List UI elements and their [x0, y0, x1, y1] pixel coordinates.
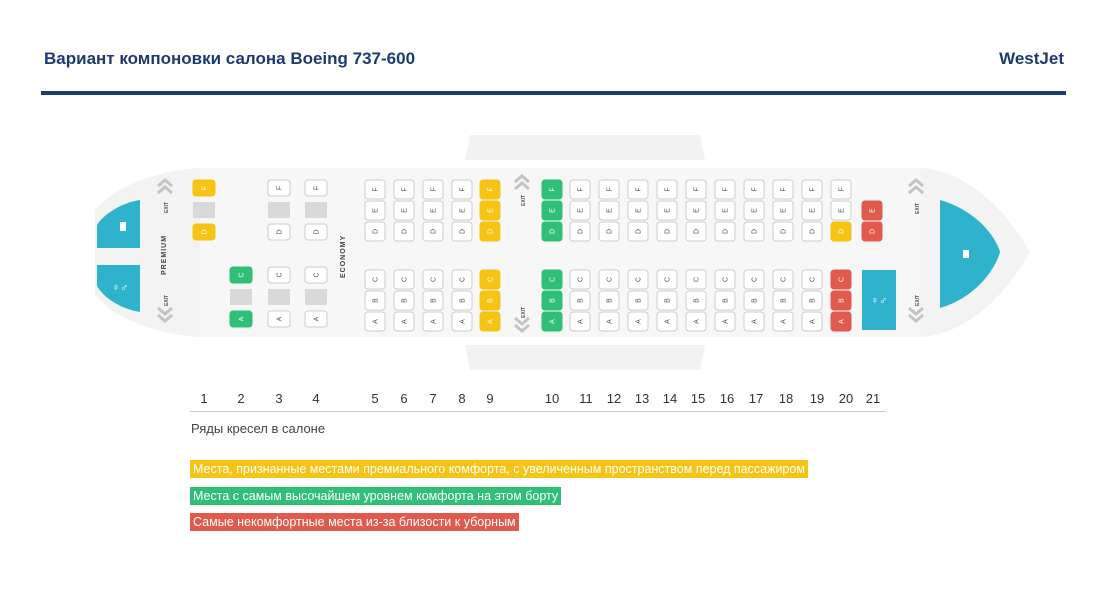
svg-text:D: D	[487, 228, 495, 235]
row-number: 12	[606, 391, 622, 406]
seat-19D	[802, 222, 822, 241]
exit-label: EXIT	[521, 194, 527, 206]
svg-text:D: D	[606, 228, 614, 235]
seat-17C	[744, 270, 764, 289]
svg-text:C: C	[238, 272, 246, 278]
svg-text:E: E	[401, 208, 409, 213]
svg-text:E: E	[780, 208, 788, 213]
row-number: 16	[719, 391, 735, 406]
svg-text:F: F	[606, 187, 614, 192]
row-number: 10	[544, 391, 560, 406]
svg-text:C: C	[809, 276, 817, 283]
seat-10B	[542, 291, 562, 310]
seat-13B	[628, 291, 648, 310]
seat-5C	[365, 270, 385, 289]
seat-10A	[542, 312, 562, 331]
seat-cushion	[230, 289, 252, 305]
seat-5D	[365, 222, 385, 241]
seat-17B	[744, 291, 764, 310]
seat-1D	[193, 224, 215, 240]
seat-10F	[542, 180, 562, 199]
row-number: 9	[486, 391, 494, 406]
exit-label: EXIT	[521, 306, 527, 318]
svg-text:B: B	[577, 298, 585, 303]
lavatory-icon: ♀♂	[111, 282, 129, 294]
svg-text:D: D	[459, 228, 467, 235]
seat-13D	[628, 222, 648, 241]
svg-text:F: F	[693, 187, 701, 192]
svg-text:E: E	[722, 208, 730, 213]
seat-cushion	[305, 289, 327, 305]
svg-text:A: A	[459, 319, 467, 324]
seat-9D	[480, 222, 500, 241]
wing-top	[465, 135, 705, 160]
svg-text:A: A	[809, 319, 817, 324]
seat-16F	[715, 180, 735, 199]
row-number: 18	[778, 391, 794, 406]
svg-text:C: C	[606, 276, 614, 283]
seat-8B	[452, 291, 472, 310]
svg-text:F: F	[430, 187, 438, 192]
seat-11B	[570, 291, 590, 310]
premium-class-label: PREMIUM	[161, 234, 168, 275]
seat-17A	[744, 312, 764, 331]
svg-text:F: F	[459, 187, 467, 192]
svg-text:B: B	[693, 298, 701, 303]
seat-cushion	[268, 289, 290, 305]
seat-18D	[773, 222, 793, 241]
seat-6C	[394, 270, 414, 289]
row-number: 7	[429, 391, 437, 406]
svg-text:D: D	[635, 228, 643, 235]
svg-text:F: F	[313, 185, 321, 191]
seat-9B	[480, 291, 500, 310]
svg-text:B: B	[809, 298, 817, 303]
galley-rear-icon	[963, 250, 969, 258]
row-number: 2	[237, 391, 245, 406]
seat-16B	[715, 291, 735, 310]
svg-text:F: F	[549, 187, 557, 192]
svg-text:D: D	[313, 229, 321, 235]
economy-class-label: ECONOMY	[340, 234, 347, 278]
seat-15B	[686, 291, 706, 310]
svg-text:A: A	[487, 319, 495, 324]
seat-6A	[394, 312, 414, 331]
svg-text:C: C	[635, 276, 643, 283]
svg-text:F: F	[577, 187, 585, 192]
seat-4F	[305, 180, 327, 196]
seat-17F	[744, 180, 764, 199]
svg-text:D: D	[693, 228, 701, 235]
galley-icon	[120, 222, 126, 231]
seat-16C	[715, 270, 735, 289]
svg-text:A: A	[780, 319, 788, 324]
svg-text:B: B	[635, 298, 643, 303]
svg-text:D: D	[869, 228, 877, 235]
svg-text:E: E	[664, 208, 672, 213]
seat-16D	[715, 222, 735, 241]
svg-text:A: A	[751, 319, 759, 324]
svg-text:F: F	[809, 187, 817, 192]
seat-12A	[599, 312, 619, 331]
seat-7F	[423, 180, 443, 199]
seat-11C	[570, 270, 590, 289]
svg-text:C: C	[372, 276, 380, 283]
seat-6D	[394, 222, 414, 241]
seat-15F	[686, 180, 706, 199]
svg-text:C: C	[693, 276, 701, 283]
svg-text:A: A	[238, 316, 246, 322]
svg-text:F: F	[276, 185, 284, 191]
seat-cushion	[305, 202, 327, 218]
seat-3A	[268, 311, 290, 327]
svg-text:D: D	[372, 228, 380, 235]
seat-10D	[542, 222, 562, 241]
svg-text:B: B	[664, 298, 672, 303]
row-number: 13	[634, 391, 650, 406]
svg-text:B: B	[838, 298, 846, 303]
seat-17D	[744, 222, 764, 241]
seat-16E	[715, 201, 735, 220]
svg-text:D: D	[751, 228, 759, 235]
svg-text:F: F	[751, 187, 759, 192]
svg-text:C: C	[577, 276, 585, 283]
seat-5B	[365, 291, 385, 310]
svg-text:A: A	[606, 319, 614, 324]
seat-15E	[686, 201, 706, 220]
seat-19E	[802, 201, 822, 220]
fuselage-outline	[95, 135, 1030, 370]
seat-12B	[599, 291, 619, 310]
seat-3C	[268, 267, 290, 283]
svg-text:A: A	[549, 319, 557, 324]
svg-text:D: D	[276, 229, 284, 235]
seat-8A	[452, 312, 472, 331]
seat-18B	[773, 291, 793, 310]
seat-14B	[657, 291, 677, 310]
svg-text:F: F	[780, 187, 788, 192]
row-number: 17	[748, 391, 764, 406]
seat-9C	[480, 270, 500, 289]
seat-11D	[570, 222, 590, 241]
seat-20E	[831, 201, 851, 220]
svg-text:B: B	[549, 298, 557, 303]
seat-18F	[773, 180, 793, 199]
svg-text:A: A	[313, 316, 321, 322]
svg-text:B: B	[751, 298, 759, 303]
svg-text:F: F	[372, 187, 380, 192]
svg-text:D: D	[577, 228, 585, 235]
seat-2C	[230, 267, 252, 283]
seat-15D	[686, 222, 706, 241]
seat-20A	[831, 312, 851, 331]
svg-text:F: F	[722, 187, 730, 192]
seat-9E	[480, 201, 500, 220]
wing-bottom	[465, 345, 705, 370]
svg-text:E: E	[549, 208, 557, 213]
seat-5E	[365, 201, 385, 220]
legend-worst: Самые некомфортные места из-за близости к уборным	[190, 513, 519, 531]
seat-18E	[773, 201, 793, 220]
svg-text:B: B	[372, 298, 380, 303]
row-number: 3	[275, 391, 283, 406]
svg-text:C: C	[751, 276, 759, 283]
seat-21E	[862, 201, 882, 220]
svg-text:C: C	[401, 276, 409, 283]
seat-10E	[542, 201, 562, 220]
seat-7B	[423, 291, 443, 310]
svg-text:B: B	[606, 298, 614, 303]
svg-text:F: F	[635, 187, 643, 192]
seat-7A	[423, 312, 443, 331]
airline-name: WestJet	[999, 49, 1064, 68]
svg-text:A: A	[372, 319, 380, 324]
seat-16A	[715, 312, 735, 331]
exit-label: EXIT	[915, 202, 921, 214]
seat-20C	[831, 270, 851, 289]
seat-12D	[599, 222, 619, 241]
seat-5F	[365, 180, 385, 199]
svg-text:E: E	[693, 208, 701, 213]
svg-text:E: E	[606, 208, 614, 213]
svg-text:C: C	[313, 272, 321, 278]
seat-11A	[570, 312, 590, 331]
svg-text:D: D	[549, 228, 557, 235]
svg-text:E: E	[869, 208, 877, 213]
svg-text:D: D	[780, 228, 788, 235]
svg-text:D: D	[201, 229, 209, 235]
row-number: 15	[690, 391, 706, 406]
row-axis-caption: Ряды кресел в салоне	[191, 421, 326, 436]
svg-text:C: C	[459, 276, 467, 283]
svg-text:A: A	[635, 319, 643, 324]
seat-cushion	[193, 202, 215, 218]
row-number: 20	[838, 391, 854, 406]
row-number: 6	[400, 391, 408, 406]
seat-14D	[657, 222, 677, 241]
seat-21D	[862, 222, 882, 241]
svg-text:D: D	[430, 228, 438, 235]
seat-3F	[268, 180, 290, 196]
seat-11F	[570, 180, 590, 199]
svg-text:D: D	[722, 228, 730, 235]
svg-text:F: F	[664, 187, 672, 192]
seat-12F	[599, 180, 619, 199]
svg-text:C: C	[838, 276, 846, 283]
seat-9F	[480, 180, 500, 199]
row-number: 19	[809, 391, 825, 406]
svg-text:F: F	[201, 185, 209, 191]
seat-4A	[305, 311, 327, 327]
row-number: 14	[662, 391, 678, 406]
seat-15C	[686, 270, 706, 289]
seat-5A	[365, 312, 385, 331]
svg-text:A: A	[722, 319, 730, 324]
svg-text:C: C	[549, 276, 557, 283]
seat-8D	[452, 222, 472, 241]
exit-label: EXIT	[164, 201, 170, 213]
svg-text:A: A	[577, 319, 585, 324]
row-number: 5	[371, 391, 379, 406]
svg-text:A: A	[401, 319, 409, 324]
svg-text:B: B	[487, 298, 495, 303]
seat-2A	[230, 311, 252, 327]
seat-14C	[657, 270, 677, 289]
legend-premium: Места, признанные местами премиального комфорта, с увеличенным пространством перед пассажиром	[190, 460, 808, 478]
seat-20F	[831, 180, 851, 199]
svg-text:B: B	[780, 298, 788, 303]
seat-20B	[831, 291, 851, 310]
legend-best: Места с самым высочайшем уровнем комфорта на этом борту	[190, 487, 561, 505]
row-number: 11	[579, 391, 593, 406]
page-title: Вариант компоновки салона Boeing 737-600	[44, 49, 416, 68]
svg-text:E: E	[459, 208, 467, 213]
seat-3D	[268, 224, 290, 240]
svg-text:C: C	[722, 276, 730, 283]
exit-label: EXIT	[164, 294, 170, 306]
svg-text:C: C	[487, 276, 495, 283]
seat-14A	[657, 312, 677, 331]
seat-4C	[305, 267, 327, 283]
svg-text:E: E	[430, 208, 438, 213]
svg-text:E: E	[487, 208, 495, 213]
seat-19C	[802, 270, 822, 289]
seat-19A	[802, 312, 822, 331]
seat-18A	[773, 312, 793, 331]
seat-20D	[831, 222, 851, 241]
lavatory-rear-icon: ♀♂	[870, 295, 888, 307]
svg-text:E: E	[635, 208, 643, 213]
svg-text:D: D	[401, 228, 409, 235]
svg-text:A: A	[664, 319, 672, 324]
seat-10C	[542, 270, 562, 289]
seat-17E	[744, 201, 764, 220]
seat-6E	[394, 201, 414, 220]
exit-label: EXIT	[915, 294, 921, 306]
svg-text:F: F	[838, 187, 846, 192]
svg-text:A: A	[838, 319, 846, 324]
svg-text:B: B	[430, 298, 438, 303]
svg-text:E: E	[838, 208, 846, 213]
svg-text:F: F	[401, 187, 409, 192]
seat-18C	[773, 270, 793, 289]
seat-9A	[480, 312, 500, 331]
svg-text:D: D	[838, 228, 846, 235]
seat-13C	[628, 270, 648, 289]
seat-8E	[452, 201, 472, 220]
svg-text:A: A	[276, 316, 284, 322]
svg-text:B: B	[401, 298, 409, 303]
svg-text:A: A	[693, 319, 701, 324]
seat-12C	[599, 270, 619, 289]
seat-8F	[452, 180, 472, 199]
svg-text:B: B	[722, 298, 730, 303]
svg-text:A: A	[430, 319, 438, 324]
svg-text:C: C	[664, 276, 672, 283]
svg-text:F: F	[487, 187, 495, 192]
seat-11E	[570, 201, 590, 220]
row-axis-line	[190, 411, 886, 412]
svg-text:C: C	[276, 272, 284, 278]
row-number: 8	[458, 391, 466, 406]
seat-4D	[305, 224, 327, 240]
seat-6B	[394, 291, 414, 310]
seat-1F	[193, 180, 215, 196]
svg-text:B: B	[459, 298, 467, 303]
svg-text:C: C	[780, 276, 788, 283]
seat-13F	[628, 180, 648, 199]
seat-19B	[802, 291, 822, 310]
seat-6F	[394, 180, 414, 199]
svg-text:E: E	[809, 208, 817, 213]
seat-13A	[628, 312, 648, 331]
seat-14F	[657, 180, 677, 199]
seat-19F	[802, 180, 822, 199]
seat-7D	[423, 222, 443, 241]
seat-8C	[452, 270, 472, 289]
svg-text:D: D	[664, 228, 672, 235]
row-number: 21	[865, 391, 881, 406]
svg-text:E: E	[577, 208, 585, 213]
row-number: 1	[200, 391, 208, 406]
svg-text:E: E	[751, 208, 759, 213]
svg-text:E: E	[372, 208, 380, 213]
svg-text:C: C	[430, 276, 438, 283]
svg-text:D: D	[809, 228, 817, 235]
seat-12E	[599, 201, 619, 220]
seat-7C	[423, 270, 443, 289]
seat-cushion	[268, 202, 290, 218]
seat-15A	[686, 312, 706, 331]
row-number: 4	[312, 391, 320, 406]
seat-13E	[628, 201, 648, 220]
seat-14E	[657, 201, 677, 220]
seat-7E	[423, 201, 443, 220]
